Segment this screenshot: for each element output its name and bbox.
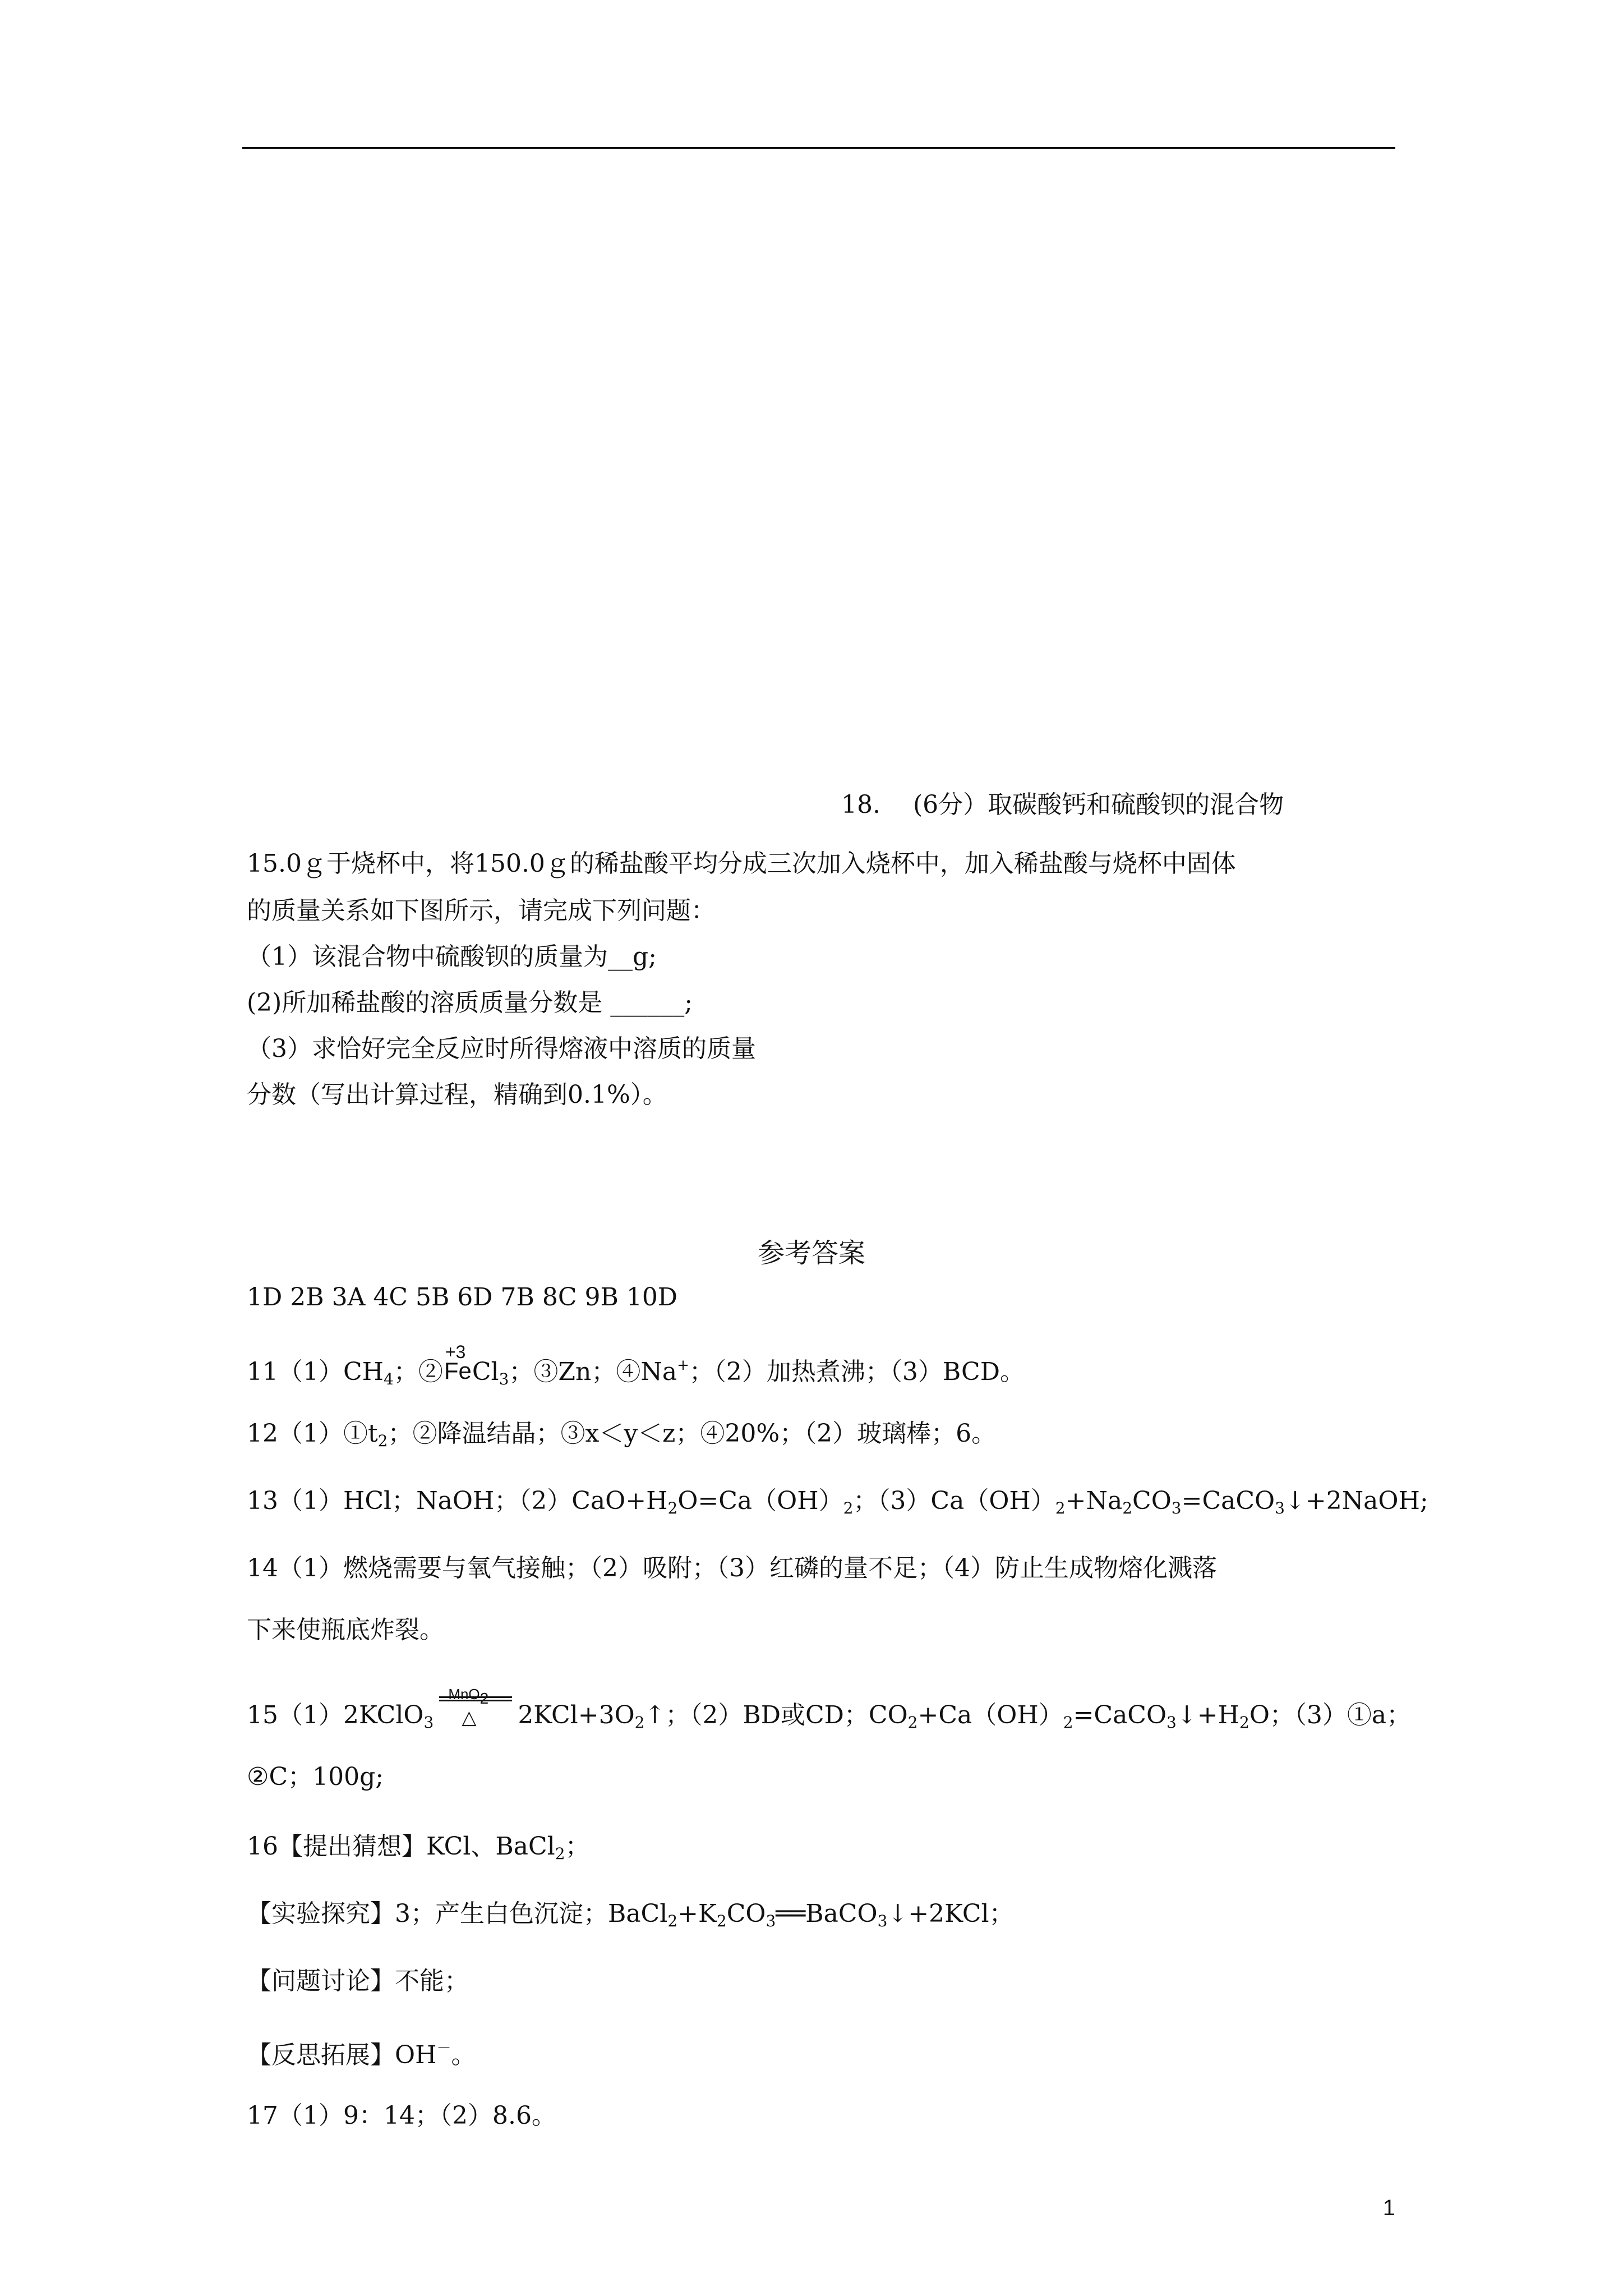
answer-16-line: 【实验探究】3；产生白色沉淀；$BaCl_2+K_2CO_3══BaCO_3↓+2KCl$； [247, 1899, 1014, 1930]
q18-line: 的质量关系如下图所示，请完成下列问题： [247, 896, 716, 925]
page-number: 1 [1382, 2196, 1395, 2220]
answers-title: 参考答案 [757, 1237, 865, 1269]
q18-header: 18. (6分）取碳酸钙和硫酸钡的混合物 [841, 790, 1284, 819]
answer-14-line: 下来使瓶底炸裂。 [247, 1616, 444, 1644]
answer-12: $12(1)①t_2$；②降温结晶；③x＜y＜z；④20%；（2）玻璃棒；6。 [247, 1419, 997, 1450]
reaction-condition: MnO$_2$ △ [434, 1694, 518, 1728]
answer-17: 17（1）9：14；（2）8.6。 [247, 2101, 556, 2130]
q18-line: 15.0ｇ于烧杯中，将150.0ｇ的稀盐酸平均分成三次加入烧杯中，加入稀盐酸与烧杯中固体 [247, 849, 1236, 878]
answer-15: 15（1）2KClO$_3$ MnO$_2$ △ $2KCl+3O_2↑$；（2）BD或CD；$CO_2+Ca(OH)_2=CaCO_3↓+H_2O$；（3）①a； [247, 1686, 1412, 1732]
answer-14-line: 14（1）燃烧需要与氧气接触；（2）吸附；（3）红磷的量不足；（4）防止生成物熔化溅落 [247, 1554, 1217, 1582]
answer-15-line2: ②C；100g; [247, 1763, 384, 1791]
header-rule [242, 147, 1395, 149]
blank-figure-area [242, 168, 1395, 757]
answer-16-line: 【问题讨论】不能； [247, 1967, 469, 1995]
q18-line: （3）求恰好完全反应时所得熔液中溶质的质量 [247, 1034, 756, 1063]
answer-11: $11(1)CH_4$；② +3 Fe $Cl_3$；③Zn；④Na+；（2）加热煮沸；（3）BCD。 [247, 1342, 1025, 1388]
valence-fe: +3 Fe [444, 1342, 472, 1384]
q18-line: (2)所加稀盐酸的溶质质量分数是 ______; [247, 988, 693, 1017]
q18-line: （1）该混合物中硫酸钡的质量为__g; [247, 942, 657, 971]
answer-13: 13（1）HCl；NaOH；$(2)CaO+H_2O=Ca(OH)_2$；$(3)Ca(OH)_2+Na_2CO_3=CaCO_3↓+2NaOH$; [247, 1487, 1428, 1517]
answer-1-10: 1D 2B 3A 4C 5B 6D 7B 8C 9B 10D [247, 1283, 678, 1312]
q18-line: 分数（写出计算过程，精确到0.1%）。 [247, 1080, 667, 1109]
answer-16-line: 【反思拓展】OH－。 [247, 2040, 476, 2069]
answer-16-line: 16【提出猜想】KCl、BaCl$_2$； [247, 1832, 590, 1863]
